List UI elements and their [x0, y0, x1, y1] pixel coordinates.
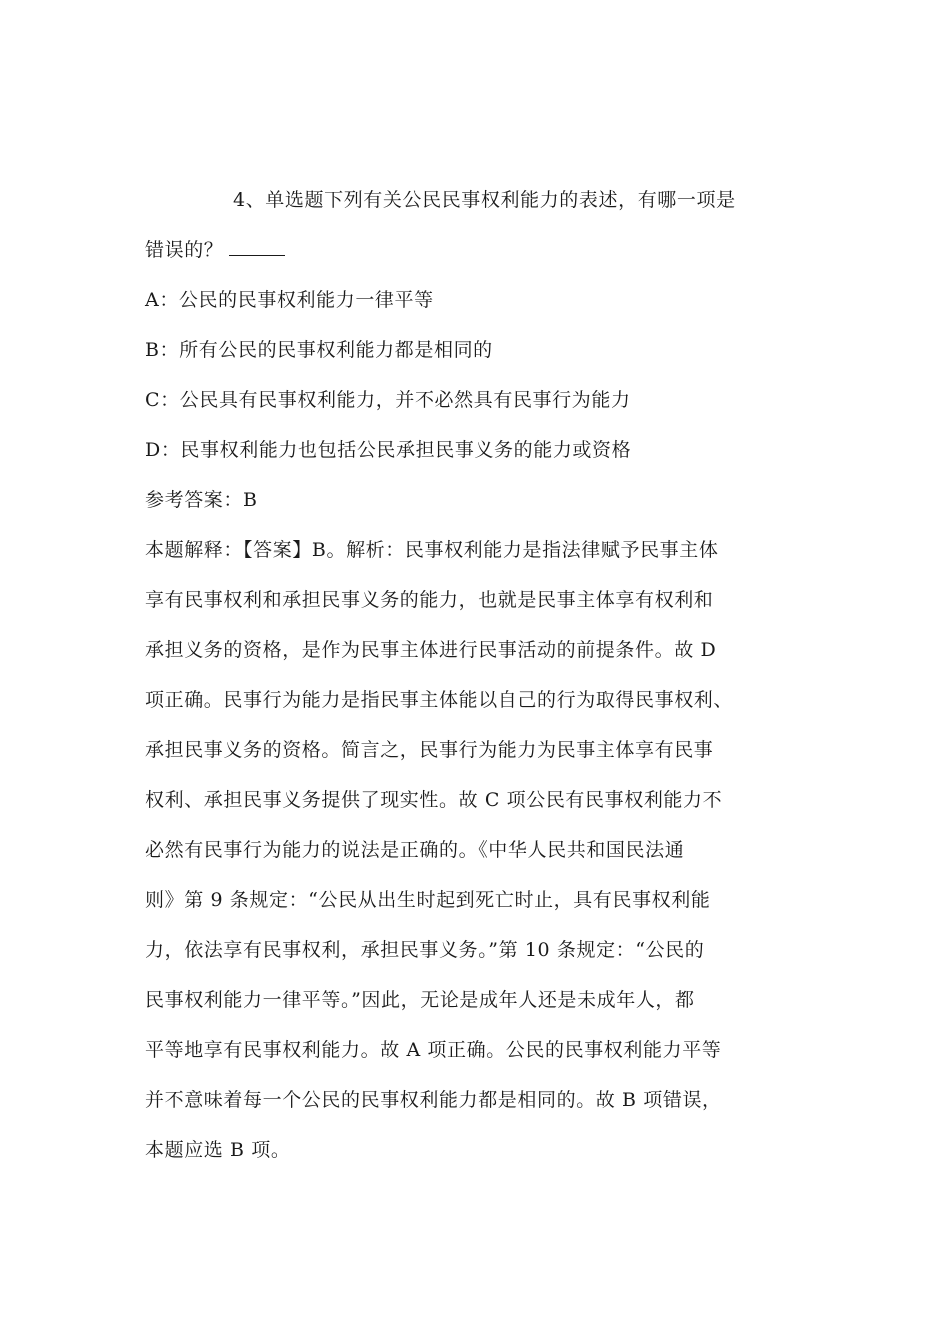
- option-d: D：民事权利能力也包括公民承担民事义务的能力或资格: [145, 439, 632, 461]
- option-b: B：所有公民的民事权利能力都是相同的: [145, 339, 493, 361]
- explanation-line: 承担民事义务的资格。简言之，民事行为能力为民事主体享有民事: [145, 739, 714, 761]
- question-line-1: 4、单选题下列有关公民民事权利能力的表述，有哪一项是: [233, 189, 736, 211]
- reference-answer: 参考答案：B: [145, 489, 258, 511]
- explanation-line: 本题解释：【答案】B。解析：民事权利能力是指法律赋予民事主体: [145, 539, 719, 561]
- question-line-2: [145, 237, 285, 263]
- explanation-line: 并不意味着每一个公民的民事权利能力都是相同的。故 B 项错误，: [145, 1089, 722, 1111]
- explanation-line: 项正确。民事行为能力是指民事主体能以自己的行为取得民事权利、: [145, 689, 734, 711]
- option-a: A：公民的民事权利能力一律平等: [145, 289, 434, 311]
- question-line-2-text: 错误的？: [145, 239, 224, 261]
- explanation-line: 必然有民事行为能力的说法是正确的。《中华人民共和国民法通: [145, 839, 685, 861]
- explanation-line: 力，依法享有民事权利，承担民事义务。”第 10 条规定：“公民的: [145, 939, 705, 961]
- explanation-line: 民事权利能力一律平等。”因此，无论是成年人还是未成年人，都: [145, 989, 695, 1011]
- explanation-line: 平等地享有民事权利能力。故 A 项正确。公民的民事权利能力平等: [145, 1039, 722, 1061]
- explanation-line: 则》第 9 条规定：“公民从出生时起到死亡时止，具有民事权利能: [145, 889, 711, 911]
- answer-blank: [229, 237, 285, 256]
- explanation-line: 享有民事权利和承担民事义务的能力，也就是民事主体享有权利和: [145, 589, 714, 611]
- explanation-line: 承担义务的资格，是作为民事主体进行民事活动的前提条件。故 D: [145, 639, 717, 661]
- option-c: C：公民具有民事权利能力，并不必然具有民事行为能力: [145, 389, 631, 411]
- explanation-line: 权利、承担民事义务提供了现实性。故 C 项公民有民事权利能力不: [145, 789, 723, 811]
- explanation-line: 本题应选 B 项。: [145, 1139, 291, 1161]
